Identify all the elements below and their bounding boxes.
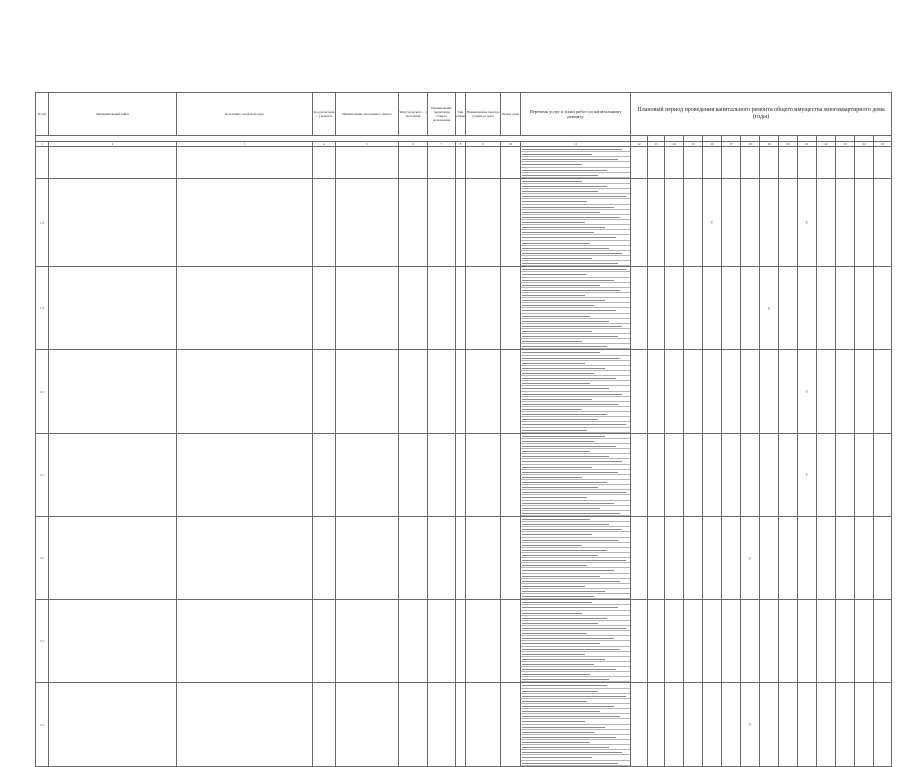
- locality-cell: [336, 178, 399, 266]
- street-type-cell: [456, 433, 466, 516]
- year-mark-cell: [798, 267, 817, 350]
- row-number: 218: [36, 178, 49, 266]
- work-item: [521, 677, 630, 682]
- year-mark-cell: [817, 267, 836, 350]
- year-mark-cell: [703, 147, 722, 179]
- year-mark-cell: [855, 600, 874, 683]
- year-mark-cell: [760, 350, 779, 433]
- column-number: 6: [399, 142, 428, 147]
- year-mark-cell: V: [798, 350, 817, 433]
- works-list: [521, 147, 631, 179]
- year-mark-cell: [836, 600, 855, 683]
- row-number: 224: [36, 683, 49, 766]
- locality-type-cell: [399, 267, 428, 350]
- year-mark-cell: [722, 350, 741, 433]
- column-number: 14: [665, 142, 684, 147]
- year-mark-cell: V: [760, 267, 779, 350]
- district-cell: [49, 683, 177, 766]
- col-header-locality: Наименование населенного пункта: [336, 93, 399, 136]
- column-number: 4: [313, 142, 336, 147]
- year-mark-cell: [798, 516, 817, 599]
- work-item: [521, 511, 630, 516]
- year-mark-cell: [817, 147, 836, 179]
- row-number: 221: [36, 433, 49, 516]
- year-mark-cell: [648, 147, 665, 179]
- year-mark-cell: [855, 516, 874, 599]
- settlement-cell: [177, 433, 313, 516]
- year-mark-cell: [648, 350, 665, 433]
- territory-cell: [428, 683, 456, 766]
- table-row: [36, 433, 892, 516]
- year-mark-cell: [631, 683, 648, 766]
- year-mark-cell: [798, 683, 817, 766]
- table-row: [36, 600, 892, 683]
- column-number: 11: [521, 142, 631, 147]
- district-cell: [49, 350, 177, 433]
- year-mark-cell: [631, 433, 648, 516]
- year-mark-cell: [874, 683, 892, 766]
- territory-cell: [428, 600, 456, 683]
- year-mark-cell: [722, 178, 741, 266]
- locality-type-cell: [399, 516, 428, 599]
- year-mark-cell: V: [741, 683, 760, 766]
- year-mark-cell: [703, 267, 722, 350]
- works-list: [521, 683, 631, 766]
- year-mark-cell: [779, 683, 798, 766]
- year-mark-cell: [648, 600, 665, 683]
- year-mark-cell: [874, 178, 892, 266]
- locality-cell: [336, 683, 399, 766]
- code-cell: [313, 516, 336, 599]
- year-mark-cell: [855, 350, 874, 433]
- year-mark-cell: [798, 147, 817, 179]
- street-type-cell: [456, 683, 466, 766]
- year-mark-cell: [760, 433, 779, 516]
- house-record: [36, 267, 892, 350]
- year-mark-cell: [703, 433, 722, 516]
- table-row: [36, 267, 892, 350]
- column-number: 9: [466, 142, 501, 147]
- column-number: 18: [741, 142, 760, 147]
- code-cell: [313, 267, 336, 350]
- year-mark-cell: [836, 350, 855, 433]
- settlement-cell: [177, 178, 313, 266]
- work-item: [521, 344, 630, 349]
- territory-cell: [428, 350, 456, 433]
- year-mark-cell: [855, 147, 874, 179]
- year-mark-cell: [817, 683, 836, 766]
- house-record: [36, 683, 892, 766]
- works-list: [521, 433, 631, 516]
- street-type-cell: [456, 267, 466, 350]
- year-mark-cell: [684, 516, 703, 599]
- year-mark-cell: [836, 683, 855, 766]
- year-mark-cell: [779, 350, 798, 433]
- district-cell: [49, 267, 177, 350]
- street-cell: [466, 516, 501, 599]
- settlement-cell: [177, 600, 313, 683]
- district-cell: [49, 178, 177, 266]
- year-mark-cell: [684, 350, 703, 433]
- year-mark-cell: [665, 350, 684, 433]
- year-mark-cell: [760, 178, 779, 266]
- year-mark-cell: [855, 267, 874, 350]
- territory-cell: [428, 516, 456, 599]
- year-mark-cell: [855, 178, 874, 266]
- year-mark-cell: [874, 433, 892, 516]
- year-mark-cell: [760, 516, 779, 599]
- street-type-cell: [456, 600, 466, 683]
- code-cell: [313, 178, 336, 266]
- col-header-street-type: Тип улицы: [456, 93, 466, 136]
- year-mark-cell: [665, 267, 684, 350]
- territory-cell: [428, 267, 456, 350]
- year-mark-cell: [665, 600, 684, 683]
- year-mark-cell: [874, 350, 892, 433]
- year-mark-cell: V: [798, 433, 817, 516]
- locality-type-cell: [399, 147, 428, 179]
- year-mark-cell: [817, 516, 836, 599]
- settlement-cell: [177, 267, 313, 350]
- header-row: [36, 93, 892, 136]
- year-mark-cell: [741, 600, 760, 683]
- col-header-house: Номер дома: [501, 93, 521, 136]
- year-mark-cell: [665, 516, 684, 599]
- street-cell: [466, 600, 501, 683]
- year-mark-cell: [722, 683, 741, 766]
- year-mark-cell: [874, 516, 892, 599]
- column-number: 1: [36, 142, 49, 147]
- work-item: [521, 428, 630, 433]
- column-number: 8: [456, 142, 466, 147]
- year-mark-cell: [722, 267, 741, 350]
- column-number: 5: [336, 142, 399, 147]
- year-mark-cell: [741, 433, 760, 516]
- year-mark-cell: [836, 147, 855, 179]
- street-cell: [466, 350, 501, 433]
- year-mark-cell: [836, 433, 855, 516]
- year-mark-cell: [648, 683, 665, 766]
- year-mark-cell: [631, 178, 648, 266]
- year-mark-cell: [684, 683, 703, 766]
- year-mark-cell: [855, 433, 874, 516]
- year-mark-cell: [874, 267, 892, 350]
- locality-cell: [336, 147, 399, 179]
- col-header-street: Наименование проезда (улицы) и дома: [466, 93, 501, 136]
- year-mark-cell: [722, 433, 741, 516]
- year-mark-cell: [760, 147, 779, 179]
- house-cell: [501, 267, 521, 350]
- house-cell: [501, 178, 521, 266]
- year-mark-cell: [836, 516, 855, 599]
- code-cell: [313, 433, 336, 516]
- column-number: 7: [428, 142, 456, 147]
- code-cell: [313, 350, 336, 433]
- street-cell: [466, 267, 501, 350]
- work-item: [521, 261, 630, 266]
- street-cell: [466, 433, 501, 516]
- locality-type-cell: [399, 600, 428, 683]
- row-number: 220: [36, 350, 49, 433]
- year-mark-cell: [741, 350, 760, 433]
- locality-cell: [336, 350, 399, 433]
- column-number: 19: [760, 142, 779, 147]
- column-number: 22: [817, 142, 836, 147]
- works-list: [521, 516, 631, 599]
- settlement-cell: [177, 683, 313, 766]
- plan-period-header: Плановый период проведения капитального ремонта общего имущества многоквартирного дома (годы): [631, 93, 892, 136]
- year-mark-cell: [798, 600, 817, 683]
- year-mark-cell: [722, 600, 741, 683]
- street-type-cell: [456, 147, 466, 179]
- work-item: [521, 761, 630, 766]
- locality-type-cell: [399, 433, 428, 516]
- year-mark-cell: [703, 350, 722, 433]
- year-mark-cell: [836, 267, 855, 350]
- column-number: 17: [722, 142, 741, 147]
- table-row: [36, 683, 892, 766]
- house-cell: [501, 683, 521, 766]
- year-mark-cell: [722, 147, 741, 179]
- street-type-cell: [456, 350, 466, 433]
- year-mark-cell: [665, 178, 684, 266]
- column-number: 13: [648, 142, 665, 147]
- year-mark-cell: [631, 350, 648, 433]
- column-number: 2: [49, 142, 177, 147]
- locality-cell: [336, 267, 399, 350]
- year-mark-cell: [779, 433, 798, 516]
- year-mark-cell: [779, 516, 798, 599]
- year-mark-cell: [703, 516, 722, 599]
- column-number: 23: [836, 142, 855, 147]
- table-row: [36, 178, 892, 266]
- territory-cell: [428, 178, 456, 266]
- code-cell: [313, 683, 336, 766]
- row-number: 223: [36, 600, 49, 683]
- year-mark-cell: [684, 433, 703, 516]
- table-row: [36, 350, 892, 433]
- year-mark-cell: [684, 147, 703, 179]
- year-mark-cell: [817, 600, 836, 683]
- locality-type-cell: [399, 350, 428, 433]
- street-cell: [466, 178, 501, 266]
- work-item: [521, 173, 630, 178]
- settlement-cell: [177, 516, 313, 599]
- column-number: 16: [703, 142, 722, 147]
- col-header-territory: Наименование территории общего пользования: [428, 93, 456, 136]
- house-record: [36, 600, 892, 683]
- house-record: [36, 350, 892, 433]
- locality-type-cell: [399, 178, 428, 266]
- street-cell: [466, 683, 501, 766]
- code-cell: [313, 600, 336, 683]
- col-header-locality-type: Тип (городского ... ) поселения: [399, 93, 428, 136]
- street-type-cell: [456, 516, 466, 599]
- locality-type-cell: [399, 683, 428, 766]
- district-cell: [49, 516, 177, 599]
- locality-cell: [336, 516, 399, 599]
- year-mark-cell: V: [798, 178, 817, 266]
- street-type-cell: [456, 178, 466, 266]
- year-mark-cell: [741, 267, 760, 350]
- year-mark-cell: [741, 147, 760, 179]
- district-cell: [49, 433, 177, 516]
- year-mark-cell: [855, 683, 874, 766]
- territory-cell: [428, 147, 456, 179]
- column-number: 21: [798, 142, 817, 147]
- street-cell: [466, 147, 501, 179]
- works-list: [521, 267, 631, 350]
- year-mark-cell: [836, 178, 855, 266]
- col-header-settlement: Поселение, городской округ: [177, 93, 313, 136]
- year-mark-cell: [703, 683, 722, 766]
- works-list: [521, 600, 631, 683]
- locality-cell: [336, 433, 399, 516]
- house-record: [36, 147, 892, 179]
- year-mark-cell: [631, 600, 648, 683]
- year-mark-cell: [648, 433, 665, 516]
- year-mark-cell: V: [703, 178, 722, 266]
- house-cell: [501, 147, 521, 179]
- year-mark-cell: V: [741, 516, 760, 599]
- column-number: 15: [684, 142, 703, 147]
- column-number: 3: [177, 142, 313, 147]
- year-mark-cell: [874, 147, 892, 179]
- year-mark-cell: [665, 433, 684, 516]
- repair-schedule-table: [35, 92, 892, 767]
- year-mark-cell: [874, 600, 892, 683]
- house-record: [36, 178, 892, 266]
- house-record: [36, 516, 892, 599]
- settlement-cell: [177, 350, 313, 433]
- locality-cell: [336, 600, 399, 683]
- year-mark-cell: [760, 600, 779, 683]
- col-header-no: № п/п: [36, 93, 49, 136]
- year-mark-cell: [817, 178, 836, 266]
- col-header-district: Муниципальный район: [49, 93, 177, 136]
- year-mark-cell: [779, 600, 798, 683]
- year-mark-cell: [684, 600, 703, 683]
- code-cell: [313, 147, 336, 179]
- column-number: 25: [874, 142, 892, 147]
- year-mark-cell: [779, 267, 798, 350]
- works-list: [521, 350, 631, 433]
- column-number: 20: [779, 142, 798, 147]
- house-record: [36, 433, 892, 516]
- year-mark-cell: [631, 147, 648, 179]
- year-mark-cell: [703, 600, 722, 683]
- house-cell: [501, 600, 521, 683]
- works-list: [521, 178, 631, 266]
- year-mark-cell: [684, 178, 703, 266]
- column-number: 12: [631, 142, 648, 147]
- settlement-cell: [177, 147, 313, 179]
- year-mark-cell: [741, 178, 760, 266]
- house-cell: [501, 516, 521, 599]
- year-mark-cell: [779, 147, 798, 179]
- row-number: 222: [36, 516, 49, 599]
- year-mark-cell: [817, 433, 836, 516]
- year-mark-cell: [665, 147, 684, 179]
- year-mark-cell: [684, 267, 703, 350]
- year-mark-cell: [722, 516, 741, 599]
- district-cell: [49, 147, 177, 179]
- year-mark-cell: [779, 178, 798, 266]
- year-mark-cell: [760, 683, 779, 766]
- col-header-works: Перечень услуг и (или) работ по капитальному ремонту: [521, 93, 631, 136]
- house-cell: [501, 350, 521, 433]
- year-mark-cell: [631, 516, 648, 599]
- table-row: [36, 147, 892, 179]
- year-mark-cell: [648, 178, 665, 266]
- table-row: [36, 516, 892, 599]
- col-header-code: Код (категории ... ) ремонта: [313, 93, 336, 136]
- year-mark-cell: [648, 267, 665, 350]
- year-mark-cell: [665, 683, 684, 766]
- column-number: 24: [855, 142, 874, 147]
- district-cell: [49, 600, 177, 683]
- year-mark-cell: [817, 350, 836, 433]
- work-item: [521, 594, 630, 599]
- column-number: 10: [501, 142, 521, 147]
- row-number: [36, 147, 49, 179]
- house-cell: [501, 433, 521, 516]
- row-number: 219: [36, 267, 49, 350]
- year-mark-cell: [631, 267, 648, 350]
- territory-cell: [428, 433, 456, 516]
- year-mark-cell: [648, 516, 665, 599]
